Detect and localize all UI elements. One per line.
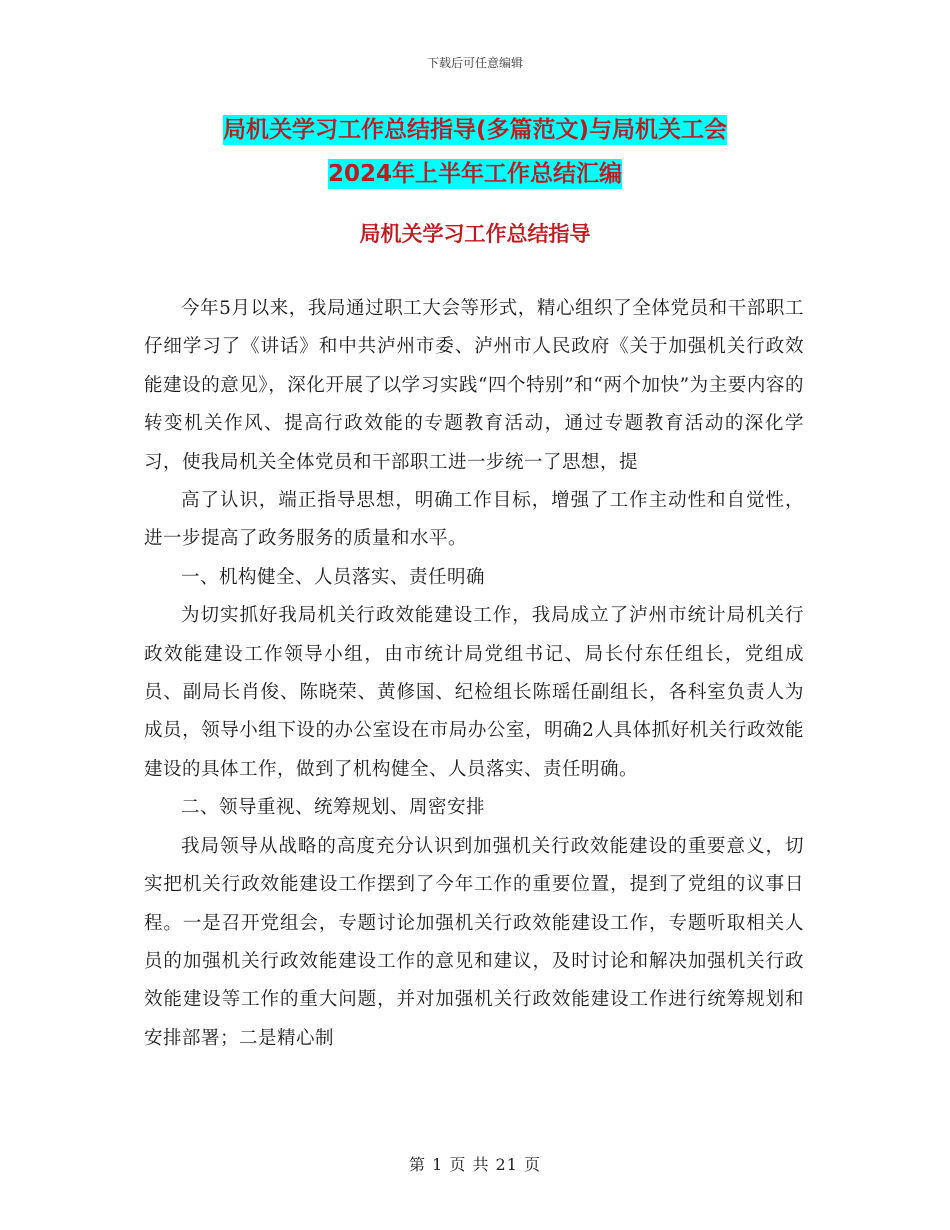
title-line-1-text: 局机关学习工作总结指导(多篇范文)与局机关工会 — [222, 117, 728, 143]
section-title: 局机关学习工作总结指导 — [359, 222, 591, 246]
page-footer: 第 1 页 共 21 页 — [409, 1155, 541, 1174]
document-title-line-2 — [145, 152, 805, 196]
paragraph: 高了认识，端正指导思想，明确工作目标，增强了工作主动性和自觉性，进一步提高了政务服务的质量和水平。 — [144, 490, 804, 550]
document-title-line-1 — [145, 108, 805, 152]
heading-paragraph: 一、机构健全、人员落实、责任明确 — [181, 566, 486, 588]
paragraph: 今年5月以来，我局通过职工大会等形式，精心组织了全体党员和干部职工仔细学习了《讲话》和中共泸州市委、泸州市人民政府《关于加强机关行政效能建设的意见》，深化开展了以学习实践“四个特别”和“两个加快”为主要内容的转变机关作风、提高行政效能的专题教育活动，通过专题教育活动的深化学习，使我局机关全体党员和干部职工进一步统一了思想，提 — [144, 298, 804, 473]
document-body — [144, 290, 804, 1058]
paragraph: 我局领导从战略的高度充分认识到加强机关行政效能建设的重要意义，切实把机关行政效能建设工作摆到了今年工作的重要位置，提到了党组的议事日程。一是召开党组会，专题讨论加强机关行政效能建设工作，专题听取相关人员的加强机关行政效能建设工作的意见和建议，及时讨论和解决加强机关行政效能建设等工作的重大问题，并对加强机关行政效能建设工作进行统筹规划和安排部署；二是精心制 — [144, 835, 804, 1049]
heading-paragraph: 二、领导重视、统筹规划、周密安排 — [181, 797, 486, 819]
paragraph: 为切实抓好我局机关行政效能建设工作，我局成立了泸州市统计局机关行政效能建设工作领导小组，由市统计局党组书记、局长付东任组长，党组成员、副局长肖俊、陈晓荣、黄修国、纪检组长陈瑶任副组长，各科室负责人为成员，领导小组下设的办公室设在市局办公室，明确2人具体抓好机关行政效能建设的具体工作，做到了机构健全、人员落实、责任明确。 — [144, 605, 804, 780]
title-line-2-text: 2024年上半年工作总结汇编 — [327, 161, 622, 187]
header-note: 下载后可任意编辑 — [426, 56, 523, 70]
